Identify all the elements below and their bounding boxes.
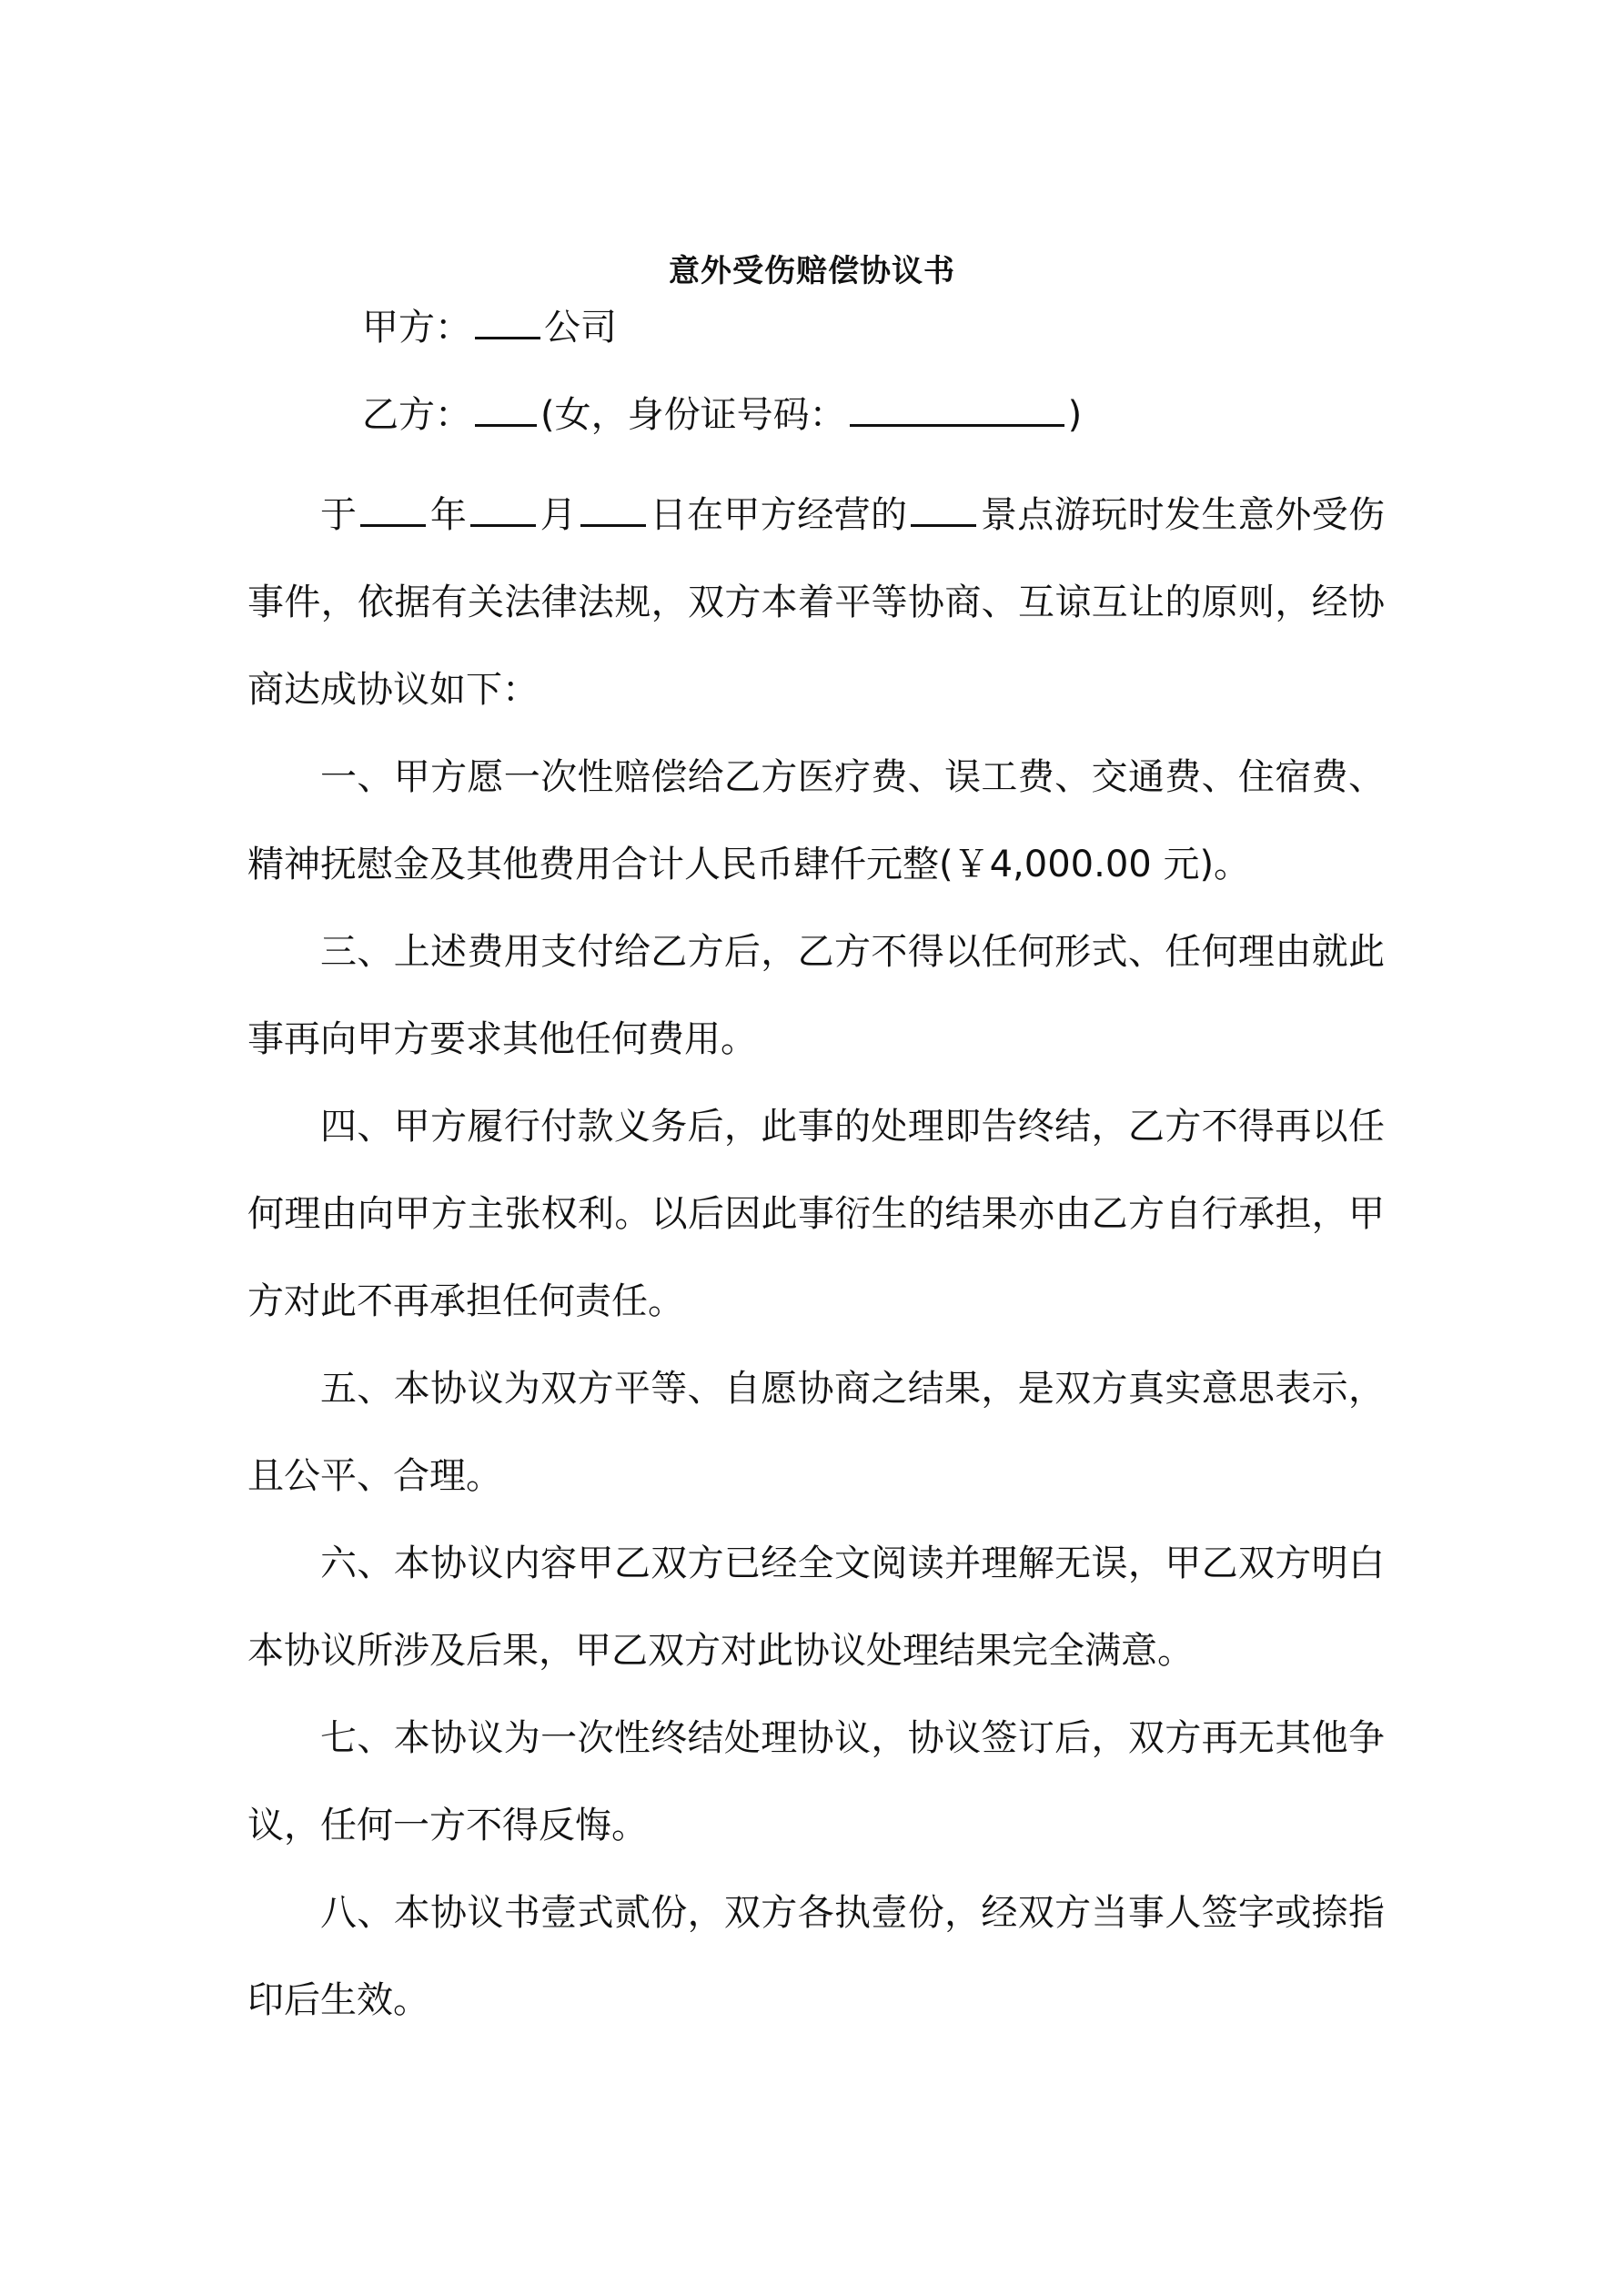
preamble-text-5: 景点游玩时发生意外受伤事件，依据有关法律法规，双方本着平等协商、互谅互让的原则，经协商达成协议如下： — [247, 494, 1386, 711]
clause-paragraph: 四、甲方履行付款义务后，此事的处理即告终结，乙方不得再以任何理由向甲方主张权利。以后因此事衍生的结果亦由乙方自行承担，甲方对此不再承担任何责任。 — [247, 1106, 1385, 1322]
month-blank — [470, 490, 536, 527]
clause-paragraph: 六、本协议内容甲乙双方已经全文阅读并理解无误，甲乙双方明白本协议所涉及后果，甲乙双方对此协议处理结果完全满意。 — [247, 1542, 1385, 1672]
party-b-info-suffix: ) — [1067, 394, 1083, 436]
day-blank — [580, 490, 646, 527]
scenic-spot-blank — [911, 490, 976, 527]
preamble-text-2: 年 — [429, 494, 468, 536]
party-a-name-blank — [475, 302, 540, 339]
clause-paragraph: 五、本协议为双方平等、自愿协商之结果，是双方真实意思表示，且公平、合理。 — [247, 1368, 1385, 1497]
party-b-label: 乙方： — [362, 394, 471, 436]
party-a-line — [362, 302, 617, 349]
party-b-name-blank — [475, 389, 537, 427]
year-blank — [360, 490, 426, 527]
preamble-text-1: 于 — [320, 494, 358, 536]
clause-paragraph: 八、本协议书壹式贰份，双方各执壹份，经双方当事人签字或捺指印后生效。 — [247, 1892, 1385, 2021]
document-title: 意外受伤赔偿协议书 — [669, 253, 955, 289]
preamble-text-3: 月 — [540, 494, 578, 536]
party-b-info-prefix: (女，身份证号码： — [540, 394, 846, 436]
party-a-label: 甲方： — [362, 307, 471, 349]
party-b-id-blank — [850, 389, 1064, 427]
agreement-body — [247, 471, 1385, 2044]
preamble-paragraph — [247, 471, 1385, 733]
clause-paragraph: 七、本协议为一次性终结处理协议，协议签订后，双方再无其他争议，任何一方不得反悔。 — [247, 1717, 1385, 1846]
preamble-text-4: 日在甲方经营的 — [650, 494, 908, 536]
clause-paragraph: 三、上述费用支付给乙方后，乙方不得以任何形式、任何理由就此事再向甲方要求其他任何费用。 — [247, 931, 1385, 1060]
party-a-suffix: 公司 — [544, 307, 617, 349]
clause-paragraph: 一、甲方愿一次性赔偿给乙方医疗费、误工费、交通费、住宿费、精神抚慰金及其他费用合计人民币肆仟元整(￥4,000.00 元)。 — [247, 756, 1385, 885]
party-b-line — [362, 389, 1082, 437]
